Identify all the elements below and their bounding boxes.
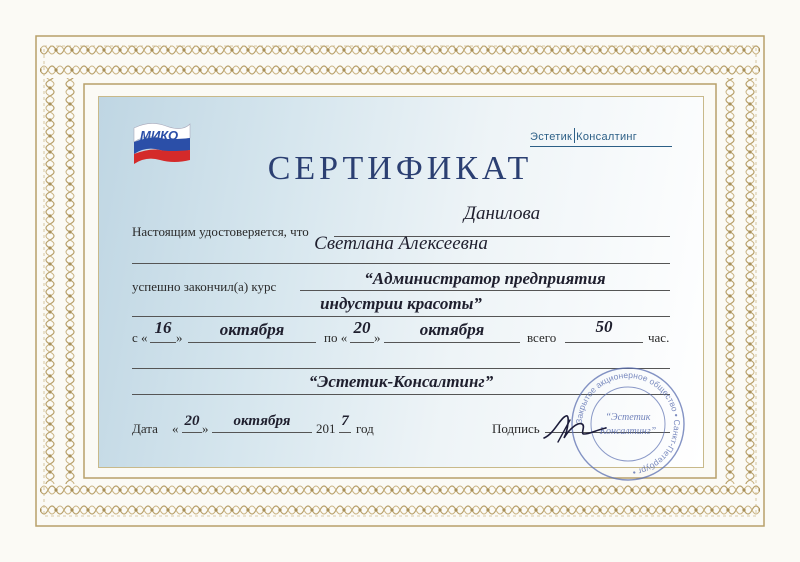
hours-line [565,342,643,343]
hours-unit: час. [648,330,670,345]
to-open: по « [324,330,348,345]
handwritten-signature [540,408,610,448]
date-close: » [202,421,209,436]
year-prefix: 201 [316,421,336,436]
organization-name: “Эстетик-Консалтинг” [308,372,494,391]
to-month: октября [419,320,485,339]
svg-text:Консалтинг”: Консалтинг” [599,426,657,437]
course-name-line-1: “Администратор предприятия [364,269,606,288]
recipient-prefix: Настоящим удостоверяется, что [132,224,309,239]
from-open: с « [132,330,148,345]
course-name-line-2: индустрии красоты” [320,294,482,313]
from-month: октября [219,320,285,339]
from-month-line [188,342,316,343]
logo-part-estetic: Эстетик [530,131,573,143]
year-digit-line [339,432,351,433]
from-day-line [150,342,176,343]
recipient-surname: Данилова [463,203,541,224]
certificate-title: СЕРТИФИКАТ [267,150,533,187]
to-close: » [374,330,381,345]
given-names-line [132,263,670,264]
logo-part-consulting: Консалтинг [576,131,638,143]
course-prefix: успешно закончил(а) курс [132,279,277,294]
svg-text:МИКО: МИКО [140,128,179,143]
date-month: октября [233,413,291,429]
date-open: « [172,421,179,436]
year-digit: 7 [341,413,349,429]
to-month-line [384,342,520,343]
svg-text:Закрытое акционерное общество: Закрытое акционерное общество • Санкт-Петербург • [573,369,683,478]
date-month-line [212,432,312,433]
year-suffix: год [356,421,374,436]
date-label: Дата [132,421,158,436]
from-close: » [176,330,183,345]
signature-label: Подпись [492,421,540,436]
date-day-line [182,432,202,433]
course-line-1 [300,290,670,291]
to-day-line [350,342,374,343]
date-day: 20 [184,413,200,429]
from-day: 16 [154,318,172,337]
recipient-given-names: Светлана Алексеевна [314,233,488,254]
estetic-consulting-logo [530,128,637,143]
svg-text:“Эстетик: “Эстетик [605,412,651,423]
hours-value: 50 [595,317,613,336]
to-day: 20 [353,318,371,337]
total-label: всего [527,330,557,345]
